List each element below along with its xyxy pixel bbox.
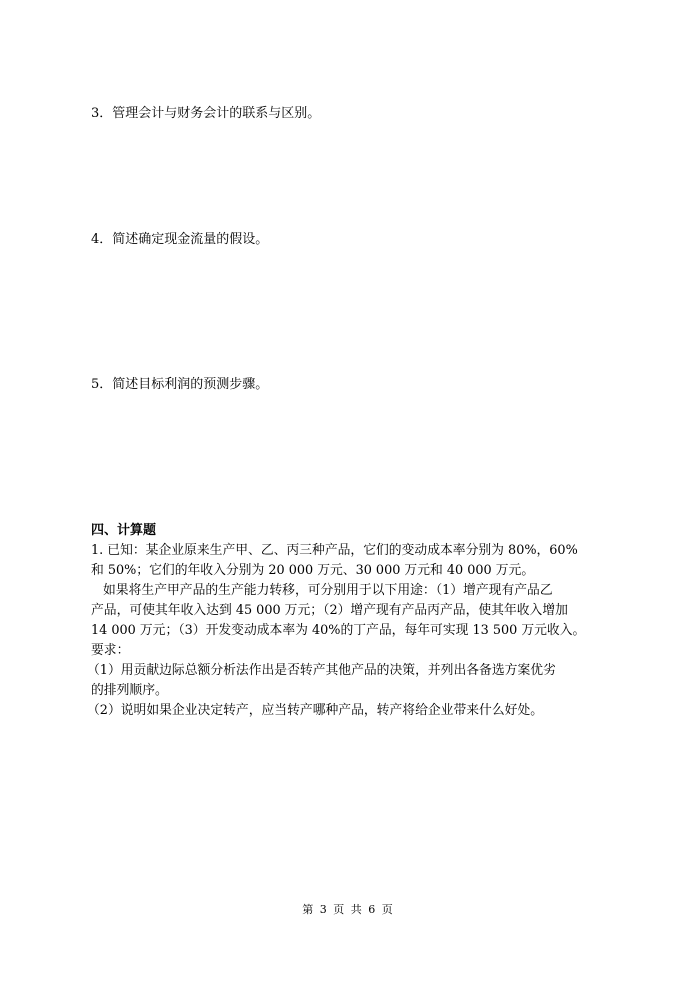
page-footer: 第 3 页 共 6 页: [302, 903, 393, 916]
calc-requirement-1-cont: 的排列顺序。: [91, 683, 168, 698]
calculation-question-1: [87, 541, 611, 721]
section-title-calculation: 四、计算题: [91, 523, 157, 538]
question-4: 4．简述确定现金流量的假设。: [91, 232, 269, 247]
calc-requirement-1: （1）用贡献边际总额分析法作出是否转产其他产品的决策，并列出各备选方案优劣: [87, 663, 556, 678]
calc-line-5: 14 000 万元；（3）开发变动成本率为 40%的丁产品，每年可实现 13 500 万元收入。: [91, 623, 586, 638]
calc-requirement-2: （2）说明如果企业决定转产，应当转产哪种产品，转产将给企业带来什么好处。: [87, 703, 544, 718]
calc-line-1: 1. 已知：某企业原来生产甲、乙、丙三种产品，它们的变动成本率分别为 80%，60%: [91, 543, 578, 558]
calc-line-4: 产品，可使其年收入达到 45 000 万元；（2）增产现有产品丙产品，使其年收入增加: [91, 603, 568, 618]
question-5: 5．简述目标利润的预测步骤。: [91, 377, 269, 392]
calc-line-2: 和 50%；它们的年收入分别为 20 000 万元、30 000 万元和 40 000 万元。: [91, 563, 535, 578]
question-3: 3．管理会计与财务会计的联系与区别。: [91, 106, 321, 121]
calc-line-3: 如果将生产甲产品的生产能力转移，可分别用于以下用途：（1）增产现有产品乙: [103, 583, 553, 598]
calc-requirement-label: 要求：: [91, 643, 130, 658]
